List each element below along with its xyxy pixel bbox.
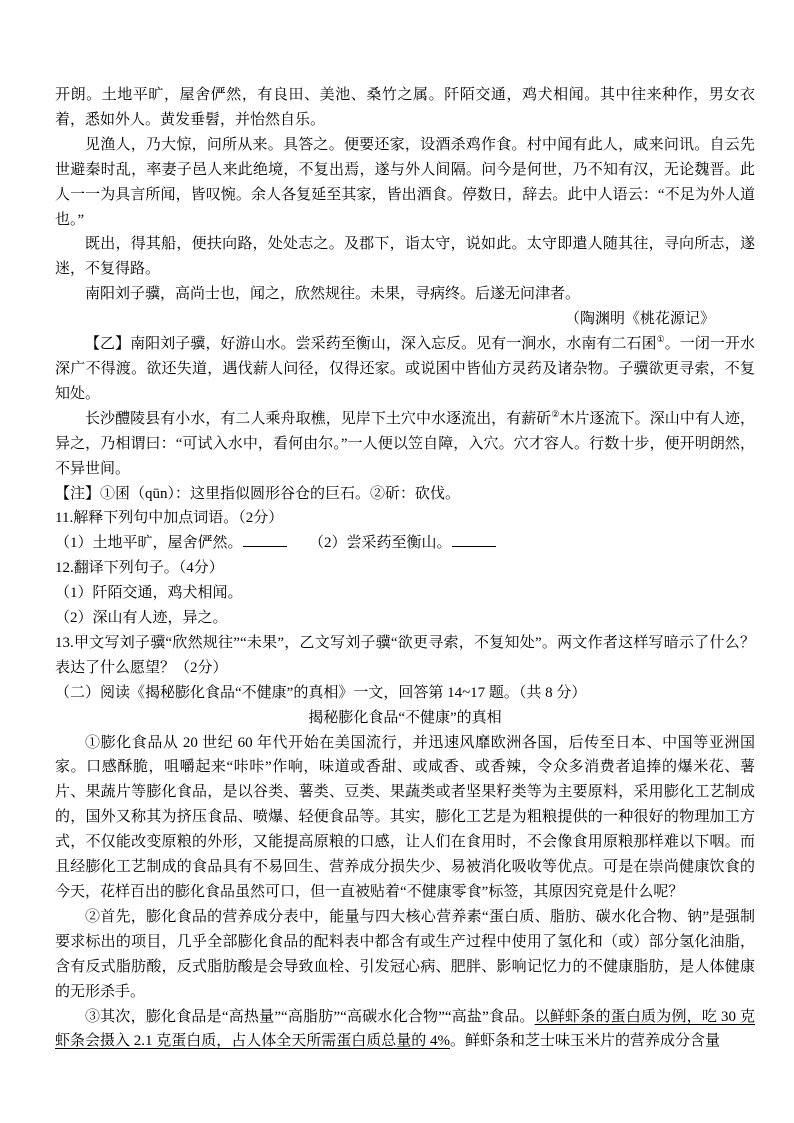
- section-2-intro: [55, 681, 755, 706]
- answer-blank: [243, 533, 287, 547]
- passage-jia-paragraph-3: [55, 232, 755, 282]
- question-11-stem: [55, 506, 755, 531]
- text-run: 11.解释下列句中加点词语。（2分）: [55, 510, 284, 527]
- footnote-marker: ①: [656, 334, 665, 345]
- passage-jia-paragraph-4: [55, 282, 755, 307]
- footnotes: [55, 482, 755, 507]
- text-run: （2）深山有人迹，异之。: [55, 610, 228, 627]
- text-run: 揭秘膨化食品“不健康”的真相: [308, 709, 502, 726]
- text-run: 开朗。土地平旷，屋舍俨然，有良田、美池、桑竹之属。阡陌交通，鸡犬相闻。其中往来种作，男女衣着，悉如外人。黄发垂髫，并怡然自乐。: [55, 87, 755, 128]
- text-run: （二）阅读《揭秘膨化食品“不健康”的真相》一文，回答第 14~17 题。（共 8 分）: [55, 684, 587, 701]
- question-12-item-1: [55, 581, 755, 606]
- question-12-stem: [55, 556, 755, 581]
- text-run: 13.甲文写刘子骥“欣然规往”“未果”，乙文写刘子骥“欲更寻索，不复知处”。两文作者这样写暗示了什么？表达了什么愿望？（2分）: [55, 634, 755, 676]
- text-run: 。一闭一开水深广不得渡。欲还失道，遇伐薪人问径，仅得还家。或说囷中皆仙方灵药及诸杂物。子骥欲更寻索，不复知处。: [55, 336, 755, 402]
- article-title: [55, 706, 755, 731]
- text-run: ③其次，膨化食品是“高热量”“高脂肪”“高碳水化合物”“高盐”食品。: [85, 1008, 535, 1025]
- article-paragraph-1: [55, 731, 755, 905]
- passage-jia-paragraph-2: [55, 133, 755, 233]
- answer-blank: [452, 533, 496, 547]
- text-run: 见渔人，乃大惊，问所从来。具答之。便要还家，设酒杀鸡作食。村中闻有此人，咸来问讯。自云先世避秦时乱，率妻子邑人来此绝境，不复出焉，遂与外人间隔。问今是何世，乃不知有汉，无论魏晋。此人一一为具言所闻，皆叹惋。余人各复延至其家，皆出酒食。停数日，辞去。此中人语云：“不足为外人道也。”: [55, 136, 755, 228]
- footnote-marker: ②: [551, 408, 560, 419]
- text-run: ②首先，膨化食品的营养成分表中，能量与四大核心营养素“蛋白质、脂肪、碳水化合物、钠”是强制要求标出的项目，几乎全部膨化食品的配料表中都含有或生产过程中使用了氢化和（或）部分氢化油脂，含有反式脂肪酸，反式脂肪酸是会导致血栓、引发冠心病、肥胖、影响记忆力的不健康脂肪，是人体健康的无形杀手。: [55, 908, 755, 1000]
- question-13-stem: [55, 631, 755, 681]
- text-run: （2）尝采药至衡山。: [286, 535, 452, 552]
- text-run: （1）阡陌交通，鸡犬相闻。: [55, 585, 243, 602]
- text-run: （1）土地平旷，屋舍俨然。: [55, 535, 243, 552]
- text-run: 南阳刘子骥，高尚士也，闻之，欣然规往。未果，寻病终。后遂无问津者。: [85, 286, 581, 303]
- text-run: 木片逐流下。深山中有人迹，异之，乃相谓曰：“可试入水中，看何由尔。”一人便以笠自障，入穴。穴才容人。行数十步，便开明朗然，不异世间。: [55, 410, 755, 477]
- text-run: 12.翻译下列句子。（4分）: [55, 560, 224, 577]
- document-body: [55, 83, 755, 1054]
- article-paragraph-3: [55, 1005, 755, 1055]
- text-run: （陶渊明《桃花源记》: [564, 311, 715, 328]
- text-run: 以鲜虾条的蛋白质为例，吃 30 克虾条会摄入 2.1 克蛋白质，占人体全天所需蛋白质总量的 4%: [55, 1008, 755, 1050]
- text-run: 。鲜虾条和芝士味玉米片的营养成分含量: [450, 1033, 721, 1050]
- passage-jia-attribution: [55, 307, 755, 332]
- passage-yi-paragraph-1: [55, 332, 755, 407]
- question-12-item-2: [55, 606, 755, 631]
- text-run: 既出，得其船，便扶向路，处处志之。及郡下，诣太守，说如此。太守即遣人随其往，寻向所志，遂迷，不复得路。: [55, 236, 755, 278]
- article-paragraph-2: [55, 905, 755, 1005]
- text-run: 【注】①囷（qūn）：这里指似圆形谷仓的巨石。②斫：砍伐。: [55, 485, 461, 502]
- text-run: ①膨化食品从 20 世纪 60 年代开始在美国流行，并迅速风靡欧洲各国，后传至日本、中国等亚洲国家。口感酥脆，咀嚼起来“咔咔”作响，味道或香甜、或咸香、或香辣，令众多消费者追捧的爆米花、薯片、果蔬片等膨化食品，是以谷类、薯类、豆类、果蔬类或者坚果籽类等为主要原料，采用膨化工艺制成的，国外又称其为挤压食品、喷爆、轻便食品等。其实，膨化工艺是为粗粮提供的一种很好的物理加工方式，不仅能改变原粮的外形，又能提高原粮的口感，让人们在食用时，不会像食用原粮那样难以下咽。而且经膨化工艺制成的食品具有不易回生、营养成分损失少、易被消化吸收等优点。可是在崇尚健康饮食的今天，花样百出的膨化食品虽然可口，但一直被贴着“不健康零食”标签，其原因究竟是什么呢？: [55, 734, 755, 900]
- question-11-items: [55, 531, 755, 556]
- text-run: 长沙醴陵县有小水，有二人乘舟取樵，见岸下土穴中水逐流出，有薪斫: [85, 410, 552, 427]
- passage-jia-continuation: [55, 83, 755, 133]
- passage-yi-paragraph-2: [55, 407, 755, 482]
- text-run: 【乙】南阳刘子骥，好游山水。尝采药至衡山，深入忘反。见有一涧水，水南有二石囷: [85, 336, 657, 353]
